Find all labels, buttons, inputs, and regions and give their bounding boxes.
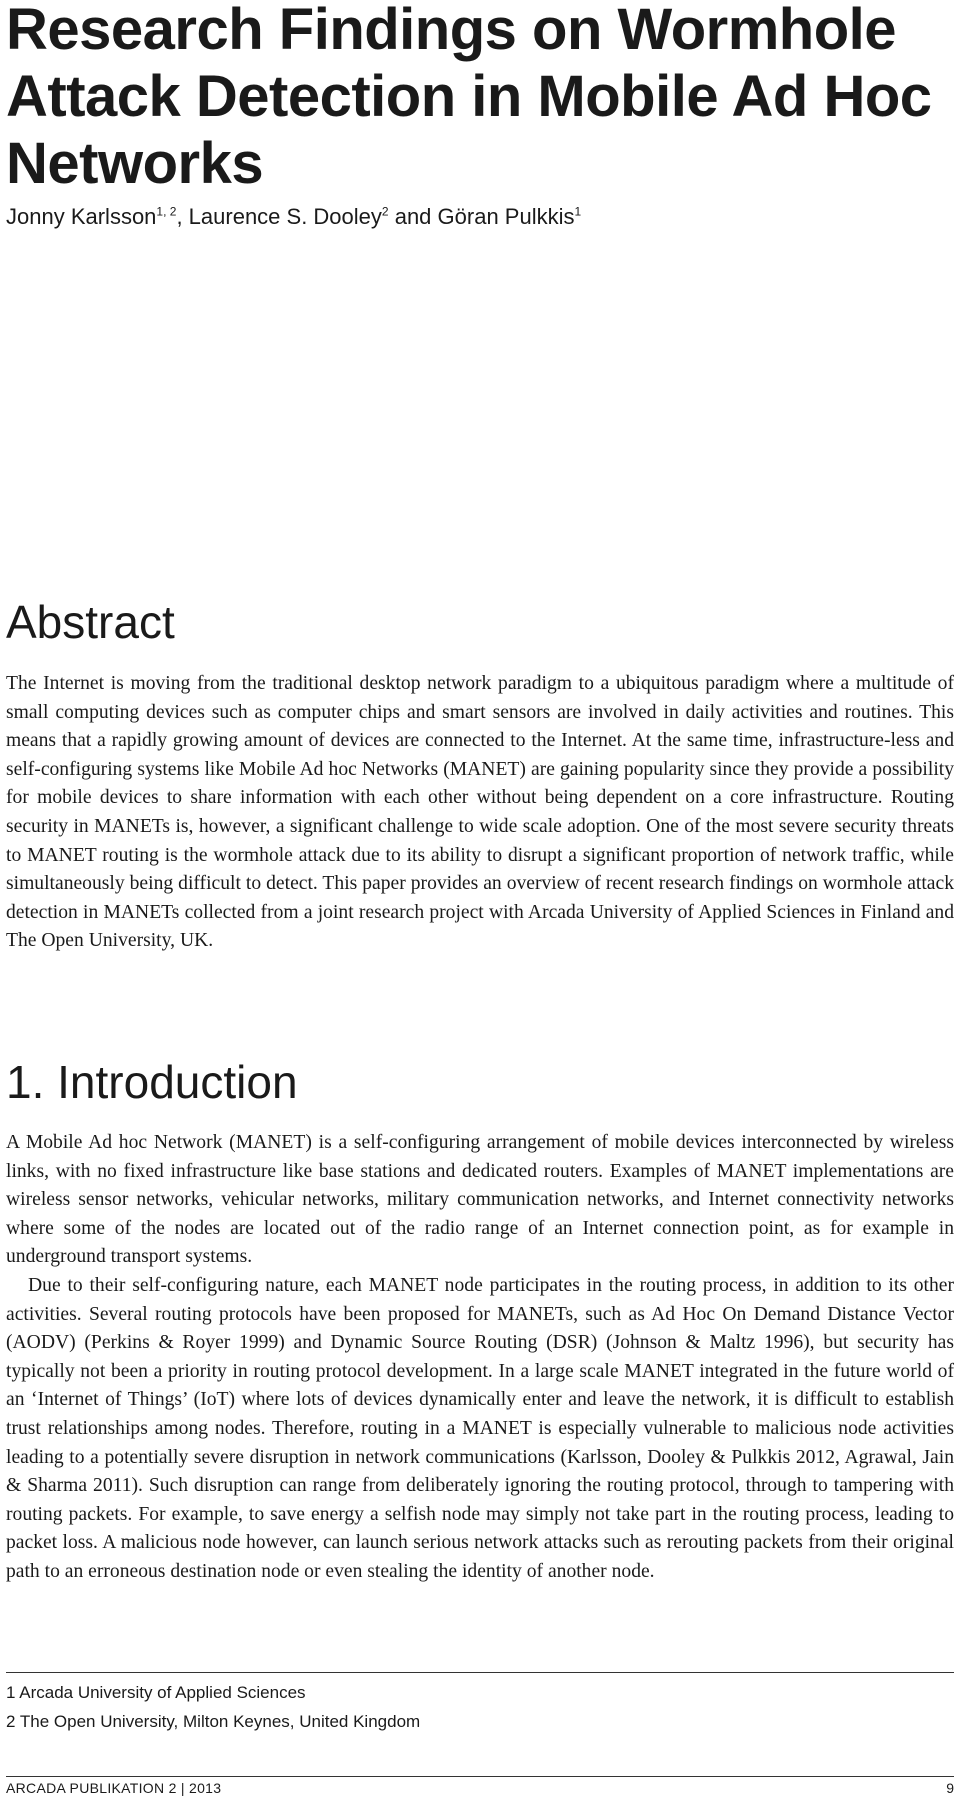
author-affiliation-mark: 2	[381, 204, 389, 219]
page-number: 9	[946, 1780, 954, 1796]
footnote: 2 The Open University, Milton Keynes, United Kingdom	[6, 1712, 421, 1731]
author-separator: ,	[176, 204, 189, 229]
footer-divider	[6, 1776, 954, 1777]
author-list	[6, 203, 581, 231]
footnotes	[6, 1678, 420, 1736]
footnote: 1 Arcada University of Applied Sciences	[6, 1683, 306, 1702]
introduction-paragraph: Due to their self-configuring nature, each MANET node participates in the routing process, in addition to its other activities. Several routing protocols have been proposed for MANETs, such as Ad Hoc On Demand Distance Vector (AODV) (Perkins & Royer 1999) and Dynamic Source Routing (DSR) (Johnson & Maltz 1996), but security has typically not been a priority in routing protocol development. In a large scale MANET integrated in the future world of an ‘Internet of Things’ (IoT) where lots of devices dynamically enter and leave the network, it is difficult to establish trust relationships among nodes. Therefore, routing in a MANET is especially vulnerable to malicious node activities leading to a potentially severe disruption in network communications (Karlsson, Dooley & Pulkkis 2012, Agrawal, Jain & Sharma 2011). Such disruption can range from deliberately ignoring the routing protocol, through to tampering with routing packets. For example, to save energy a selfish node may simply not take part in the routing process, leading to packet loss. A malicious node however, can launch serious network attacks such as rerouting packets from their original path to an erroneous destination node or even stealing the identity of another node.	[6, 1274, 954, 1582]
author-affiliation-mark: 1, 2	[156, 204, 177, 219]
introduction-body	[6, 1129, 954, 1587]
publication-footer: ARCADA PUBLIKATION 2 | 2013	[6, 1780, 222, 1796]
author-name: Jonny Karlsson	[6, 204, 157, 229]
author-affiliation-mark: 1	[574, 204, 582, 219]
introduction-heading: 1. Introduction	[6, 1056, 298, 1108]
author-name: Göran Pulkkis	[437, 204, 575, 229]
footnote-divider	[6, 1672, 954, 1673]
introduction-paragraph: A Mobile Ad hoc Network (MANET) is a self-configuring arrangement of mobile devices interconnected by wireless links, with no fixed infrastructure like base stations and dedicated routers. Examples of MANET implementations are wireless sensor networks, vehicular networks, military communication networks, and Internet connectivity networks where some of the nodes are located out of the radio range of an Internet connection point, as for example in underground transport systems.	[6, 1132, 954, 1268]
abstract-text: The Internet is moving from the traditional desktop network paradigm to a ubiquitous paradigm where a multitude of small computing devices such as computer chips and smart sensors are involved in daily activities and routines. This means that a rapidly growing amount of devices are connected to the Internet. At the same time, infrastructure-less and self-configuring systems like Mobile Ad hoc Networks (MANET) are gaining popularity since they provide a possibility for mobile devices to share information with each other without being dependent on a core infrastructure. Routing security in MANETs is, however, a significant challenge to wide scale adoption. One of the most severe security threats to MANET routing is the wormhole attack due to its ability to disrupt a significant proportion of network traffic, while simultaneously being difficult to detect. This paper provides an overview of recent research findings on wormhole attack detection in MANETs collected from a joint research project with Arcada University of Applied Sciences in Finland and The Open University, UK.	[6, 673, 954, 952]
author-separator: and	[388, 204, 438, 229]
abstract-heading: Abstract	[6, 596, 175, 648]
author-name: Laurence S. Dooley	[188, 204, 382, 229]
paper-title: Research Findings on Wormhole Attack Detection in Mobile Ad Hoc Networks	[6, 0, 932, 196]
paper-page	[6, 0, 954, 1799]
